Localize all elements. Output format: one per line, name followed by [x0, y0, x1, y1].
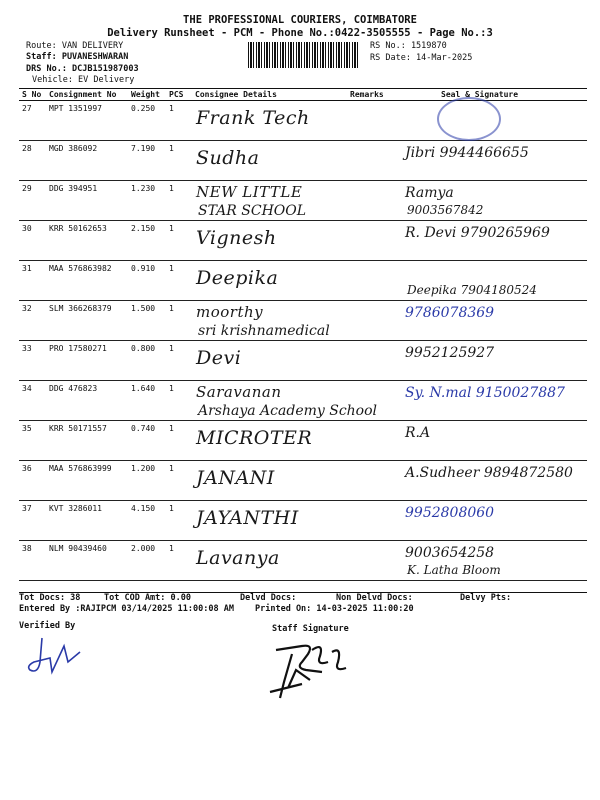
col-consignee: Consignee Details: [192, 89, 347, 101]
runsheet-table: [19, 88, 587, 581]
col-remarks: Remarks: [347, 89, 397, 101]
cell-remarks: [347, 421, 397, 461]
cell-weight: 0.740: [128, 421, 166, 461]
cell-weight: 4.150: [128, 501, 166, 541]
col-weight: Weight: [128, 89, 166, 101]
cell-weight: 1.640: [128, 381, 166, 421]
consignee-handwriting-line2: STAR SCHOOL: [198, 203, 307, 219]
cell-consignment-no: MGD 386092: [46, 141, 128, 181]
consignee-handwriting: Devi: [196, 347, 242, 369]
cell-sno: 34: [19, 381, 46, 421]
cell-consignment-no: KVT 3286011: [46, 501, 128, 541]
table-row: [19, 141, 587, 181]
signature-handwriting: Jibri 9944466655: [405, 145, 529, 161]
runsheet-title: THE PROFESSIONAL COURIERS, COIMBATORE: [183, 14, 417, 26]
cell-weight: 1.500: [128, 301, 166, 341]
signature-handwriting: R.A: [405, 425, 431, 441]
cell-signature: [397, 341, 587, 381]
cell-consignment-no: KRR 50171557: [46, 421, 128, 461]
cell-consignee: [192, 381, 378, 421]
cell-signature: [397, 461, 587, 501]
consignee-handwriting: JANANI: [196, 467, 275, 489]
table-row: [19, 101, 587, 141]
table-row: [19, 461, 587, 501]
cell-consignment-no: DDG 394951: [46, 181, 128, 221]
cell-remarks: [347, 341, 397, 381]
cell-remarks: [347, 141, 397, 181]
cell-consignee: [192, 181, 347, 221]
consignee-handwriting: Deepika: [196, 267, 279, 289]
table-row: [19, 341, 587, 381]
entered-by: Entered By :RAJIPCM 03/14/2025 11:00:08 AM: [19, 604, 234, 614]
delvd-docs: Delvd Docs:: [240, 593, 297, 603]
barcode: [248, 42, 358, 68]
cell-consignment-no: MAA 576863999: [46, 461, 128, 501]
cell-pcs: 1: [166, 101, 192, 141]
table-header-row: [19, 89, 587, 101]
table-row: [19, 421, 587, 461]
col-pcs: PCS: [166, 89, 192, 101]
cell-pcs: 1: [166, 501, 192, 541]
cell-consignee: [192, 461, 347, 501]
cell-pcs: 1: [166, 221, 192, 261]
consignee-handwriting: Saravanan: [196, 383, 282, 401]
signature-handwriting: Ramya: [405, 185, 454, 201]
cell-consignee: [192, 101, 347, 141]
non-delvd-docs: Non Delvd Docs:: [336, 593, 413, 603]
cell-pcs: 1: [166, 421, 192, 461]
cell-remarks: [347, 461, 397, 501]
cell-pcs: 1: [166, 461, 192, 501]
table-row: [19, 301, 587, 341]
cell-sno: 30: [19, 221, 46, 261]
cell-signature: [397, 261, 587, 301]
signature-handwriting: 9952125927: [405, 345, 495, 361]
cell-consignee: [192, 141, 347, 181]
cell-pcs: 1: [166, 141, 192, 181]
signature-handwriting: 9786078369: [405, 305, 495, 321]
table-row: [19, 501, 587, 541]
cell-signature: [397, 501, 587, 541]
signature-handwriting: A.Sudheer 9894872580: [405, 465, 573, 481]
tot-docs: Tot Docs: 38: [19, 593, 81, 603]
cell-sno: 36: [19, 461, 46, 501]
table-row: [19, 181, 587, 221]
cell-consignment-no: SLM 366268379: [46, 301, 128, 341]
table-row: [19, 261, 587, 301]
cell-weight: 2.000: [128, 541, 166, 581]
drs-label: DRS No.: DCJB151987003: [26, 64, 139, 74]
cell-signature: [397, 101, 587, 141]
verified-signature: [20, 632, 90, 682]
cell-pcs: 1: [166, 381, 192, 421]
cell-weight: 7.190: [128, 141, 166, 181]
cell-sno: 31: [19, 261, 46, 301]
rs-number: RS No.: 1519870: [370, 41, 447, 51]
cell-pcs: 1: [166, 181, 192, 221]
cell-weight: 0.800: [128, 341, 166, 381]
cell-sno: 35: [19, 421, 46, 461]
cell-consignee: [192, 341, 347, 381]
consignee-handwriting: Vignesh: [196, 227, 277, 249]
staff-label: Staff: PUVANESHWARAN: [26, 52, 129, 62]
consignee-handwriting-line2: Arshaya Academy School: [198, 403, 378, 419]
cell-consignee: [192, 221, 347, 261]
consignee-handwriting: Frank Tech: [196, 107, 310, 129]
cell-signature: [397, 181, 587, 221]
consignee-handwriting: moorthy: [196, 303, 264, 321]
cell-remarks: [347, 181, 397, 221]
signature-handwriting-line2: 9003567842: [407, 203, 484, 217]
vehicle-label: Vehicle: EV Delivery: [32, 75, 135, 85]
cell-consignee: [192, 301, 347, 341]
verified-by-label: Verified By: [19, 621, 76, 631]
signature-handwriting: 9003654258: [405, 545, 495, 561]
cell-signature: [397, 421, 587, 461]
runsheet-subtitle: Delivery Runsheet - PCM - Phone No.:0422-3505555 - Page No.:3: [107, 27, 493, 39]
cell-remarks: [347, 541, 397, 581]
cell-consignee: [192, 261, 347, 301]
consignee-handwriting: Sudha: [196, 147, 260, 169]
route-label: Route: VAN DELIVERY: [26, 41, 124, 51]
cell-weight: 1.230: [128, 181, 166, 221]
cell-pcs: 1: [166, 541, 192, 581]
cell-signature: [397, 541, 587, 581]
tot-cod: Tot COD Amt: 0.00: [104, 593, 191, 603]
consignee-handwriting-line2: sri krishnamedical: [198, 323, 330, 339]
consignee-handwriting: MICROTER: [196, 427, 313, 449]
signature-handwriting: 9952808060: [405, 505, 495, 521]
cell-remarks: [347, 301, 397, 341]
staff-signature-label: Staff Signature: [272, 624, 349, 634]
cell-weight: 0.910: [128, 261, 166, 301]
cell-weight: 2.150: [128, 221, 166, 261]
cell-remarks: [347, 101, 397, 141]
cell-sno: 38: [19, 541, 46, 581]
cell-pcs: 1: [166, 341, 192, 381]
rs-date: RS Date: 14-Mar-2025: [370, 53, 473, 63]
cell-sno: 29: [19, 181, 46, 221]
cell-sno: 37: [19, 501, 46, 541]
seal-stamp: [437, 97, 501, 141]
printed-on: Printed On: 14-03-2025 11:00:20: [255, 604, 414, 614]
cell-consignment-no: MAA 576863982: [46, 261, 128, 301]
signature-handwriting-line2: K. Latha Bloom: [407, 563, 501, 577]
consignee-handwriting: Lavanya: [196, 547, 280, 569]
col-consignment: Consignment No: [46, 89, 128, 101]
cell-pcs: 1: [166, 261, 192, 301]
signature-handwriting-line2: Deepika 7904180524: [407, 283, 537, 297]
consignee-handwriting: JAYANTHI: [196, 507, 299, 529]
cell-consignee: [192, 421, 347, 461]
signature-handwriting: Sy. N.mal 9150027887: [405, 385, 565, 401]
cell-signature: [397, 301, 587, 341]
cell-weight: 0.250: [128, 101, 166, 141]
col-signature: Seal & Signature: [397, 89, 587, 101]
table-row: [19, 381, 587, 421]
cell-remarks: [347, 501, 397, 541]
cell-sno: 32: [19, 301, 46, 341]
cell-signature: [397, 141, 587, 181]
cell-sno: 28: [19, 141, 46, 181]
table-row: [19, 221, 587, 261]
cell-consignee: [192, 501, 347, 541]
cell-consignee: [192, 541, 347, 581]
cell-pcs: 1: [166, 301, 192, 341]
cell-consignment-no: NLM 90439460: [46, 541, 128, 581]
cell-consignment-no: MPT 1351997: [46, 101, 128, 141]
cell-remarks: [347, 261, 397, 301]
cell-consignment-no: DDG 476823: [46, 381, 128, 421]
cell-signature: [397, 381, 587, 421]
cell-sno: 27: [19, 101, 46, 141]
cell-consignment-no: KRR 50162653: [46, 221, 128, 261]
signature-handwriting: R. Devi 9790265969: [405, 225, 550, 241]
cell-signature: [397, 221, 587, 261]
table-row: [19, 541, 587, 581]
cell-consignment-no: PRO 17580271: [46, 341, 128, 381]
col-sno: S No: [19, 89, 46, 101]
consignee-handwriting: NEW LITTLE: [196, 183, 303, 201]
cell-sno: 33: [19, 341, 46, 381]
cell-remarks: [347, 221, 397, 261]
cell-weight: 1.200: [128, 461, 166, 501]
delvy-pts: Delvy Pts:: [460, 593, 512, 603]
